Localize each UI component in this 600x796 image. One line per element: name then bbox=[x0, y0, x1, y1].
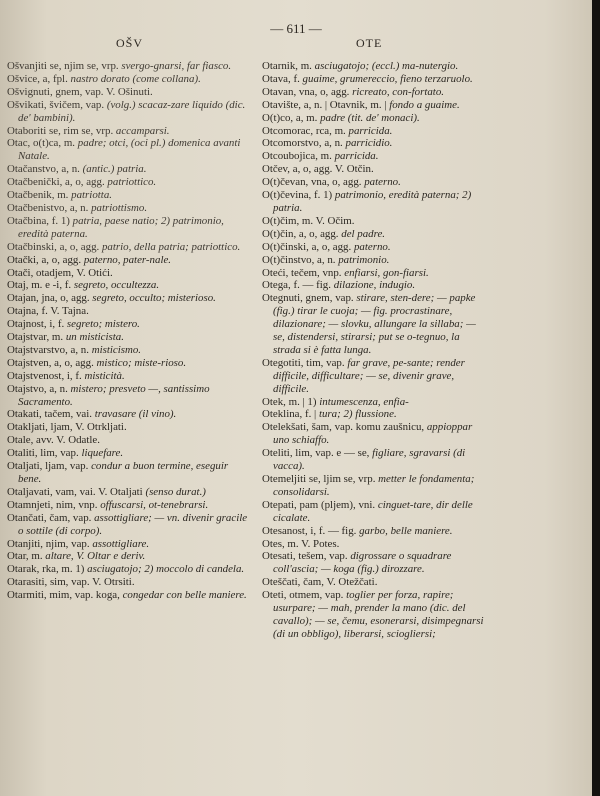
entry-translation: segreto, occulto; misterioso. bbox=[92, 292, 216, 305]
dictionary-entry bbox=[7, 550, 253, 563]
entry-translation: patria, paese natio; 2) patrimonio, eredità paterna. bbox=[18, 214, 224, 240]
entry-headword: Otajnost, i, f. bbox=[7, 318, 65, 331]
entry-translation: congedar con belle maniere. bbox=[122, 589, 247, 602]
entry-translation: paterno. bbox=[353, 240, 391, 253]
entry-headword: O(t)čevan, vna, o, agg. bbox=[262, 176, 362, 189]
entry-translation: metter le fondamenta; consolidarsi. bbox=[273, 473, 475, 498]
entry-headword: Oteti, otmem, vap. bbox=[262, 589, 344, 602]
left-column bbox=[7, 60, 253, 602]
entry-headword: Otačbina, f. 1) bbox=[7, 214, 70, 227]
entry-translation: condur a buon termine, eseguir bene. bbox=[18, 460, 229, 485]
entry-translation: altare, bbox=[45, 550, 74, 563]
entry-translation: enfiarsi, gon-fiarsi. bbox=[344, 266, 429, 279]
entry-translation: cinguet-tare, dir delle cicalate. bbox=[273, 498, 473, 524]
dictionary-entry bbox=[262, 538, 486, 551]
dictionary-entry bbox=[262, 589, 486, 641]
entry-translation: parricida. bbox=[348, 124, 393, 137]
dictionary-entry bbox=[7, 241, 253, 254]
entry-translation: appioppar uno schiaffo. bbox=[273, 421, 473, 447]
dictionary-entry bbox=[7, 447, 253, 460]
entry-headword: Otajstvo, a, n. bbox=[7, 382, 68, 395]
dictionary-entry bbox=[7, 254, 253, 267]
dictionary-entry bbox=[7, 460, 253, 486]
dictionary-entry bbox=[262, 525, 486, 538]
entry-headword: Otarmiti, mim, vap. koga, bbox=[7, 589, 120, 602]
entry-translation: dilazione, indugio. bbox=[333, 279, 416, 292]
entry-headword: Otavište, a, n. | Otavnik, m. | bbox=[262, 98, 387, 111]
entry-headword: Otakati, tačem, vai. bbox=[7, 408, 92, 421]
dictionary-entry bbox=[262, 576, 486, 589]
entry-headword: O(t)co, a, m. bbox=[262, 111, 318, 124]
dictionary-entry bbox=[262, 163, 486, 176]
entry-translation: paterno. bbox=[364, 176, 401, 189]
entry-headword: O(t)činski, a, o, agg. bbox=[262, 240, 352, 253]
entry-headword: Otarasiti, sim, vap. V. Otrsiti. bbox=[7, 576, 135, 589]
entry-translation: misticismo. bbox=[91, 343, 142, 356]
entry-translation: del padre. bbox=[341, 227, 386, 240]
entry-headword: Oteći, tečem, vnp. bbox=[262, 266, 342, 279]
dictionary-entry bbox=[7, 318, 253, 331]
entry-headword: Otavan, vna, o, agg. bbox=[262, 85, 350, 98]
dictionary-entry bbox=[262, 279, 486, 292]
entry-headword: Otarak, rka, m. 1) bbox=[7, 563, 85, 576]
entry-headword: Otac, o(t)ca, m. bbox=[7, 137, 76, 150]
entry-translation: patrio, della patria; patriottico. bbox=[101, 240, 241, 253]
dictionary-entry bbox=[7, 73, 253, 86]
entry-headword: Otcomorstvo, a, n. bbox=[262, 137, 343, 150]
entry-translation: nastro dorato (come collana). bbox=[70, 72, 201, 85]
entry-headword: Otcoubojica, m. bbox=[262, 150, 332, 163]
dictionary-entry bbox=[7, 137, 253, 163]
entry-headword: Otaljavati, vam, vai. V. Otaljati bbox=[7, 485, 143, 498]
entry-headword: Otega, f. — fig. bbox=[262, 279, 331, 292]
entry-translation: patriottismo. bbox=[91, 201, 148, 214]
dictionary-entry bbox=[7, 267, 253, 280]
entry-headword: Otale, avv. V. Odatle. bbox=[7, 434, 100, 447]
entry-headword: Otajstvarstvo, a, n. bbox=[7, 343, 89, 356]
dictionary-entry bbox=[7, 538, 253, 551]
dictionary-entry bbox=[262, 112, 486, 125]
entry-headword: Otačbenik, m. bbox=[7, 189, 69, 202]
dictionary-entry bbox=[7, 202, 253, 215]
entry-headword: Ošvice, a, fpl. bbox=[7, 72, 68, 85]
dictionary-entry bbox=[7, 563, 253, 576]
dictionary-entry bbox=[262, 215, 486, 228]
entry-translation: segreto, occultezza. bbox=[73, 279, 160, 292]
entry-headword: Otelekšati, šam, vap. komu zaušnicu, bbox=[262, 421, 425, 434]
entry-headword: Otači, otadjem, V. Otići. bbox=[7, 266, 113, 279]
dictionary-entry bbox=[262, 125, 486, 138]
dictionary-entry bbox=[262, 421, 486, 447]
entry-translation: guaime, grumereccio, fieno terzaruolo. bbox=[302, 72, 473, 85]
entry-translation: fondo a guaime. bbox=[389, 98, 460, 111]
dictionary-entry bbox=[262, 99, 486, 112]
entry-headword: Otava, f. bbox=[262, 72, 300, 85]
entry-headword: Otek, m. | 1) bbox=[262, 395, 317, 408]
entry-headword: Otcomorac, rca, m. bbox=[262, 124, 346, 137]
dictionary-entry bbox=[7, 486, 253, 499]
entry-translation: asciugatojo; 2) moccolo di candela. bbox=[87, 563, 245, 576]
entry-headword: Otačbenistvo, a, n. bbox=[7, 201, 89, 214]
entry-headword: Otar, m. bbox=[7, 550, 43, 563]
entry-continuation: presveto —, santissimo Sacramento. bbox=[18, 382, 210, 408]
entry-headword: Otaljati, ljam, vap. bbox=[7, 460, 89, 473]
entry-translation: padre; bbox=[77, 137, 107, 150]
dictionary-entry bbox=[262, 292, 486, 357]
entry-headword: Ošvanjiti se, njim se, vrp. bbox=[7, 60, 119, 72]
entry-continuation: V. Oltar e deriv. bbox=[76, 550, 146, 563]
dictionary-entry bbox=[262, 550, 486, 576]
entry-headword: Otakljati, ljam, V. Otrkljati. bbox=[7, 421, 127, 434]
entry-headword: Otegotiti, tim, vap. bbox=[262, 356, 345, 369]
entry-translation: liquefare. bbox=[81, 447, 124, 460]
dictionary-entry bbox=[7, 408, 253, 421]
entry-headword: Otarnik, m. bbox=[262, 60, 312, 72]
entry-translation: tura; 2) flussione. bbox=[318, 408, 397, 421]
entry-headword: Otemeljiti se, ljim se, vrp. bbox=[262, 473, 376, 485]
dictionary-entry bbox=[7, 344, 253, 357]
page-number: — 611 — bbox=[270, 21, 322, 36]
entry-translation: ricreato, con-fortato. bbox=[352, 85, 444, 98]
dictionary-entry bbox=[7, 163, 253, 176]
dictionary-entry bbox=[262, 241, 486, 254]
entry-continuation: otci, (oci pl.) domenica avanti Natale. bbox=[18, 137, 241, 163]
dictionary-entry bbox=[7, 589, 253, 602]
entry-headword: Otaj, m. e -i, f. bbox=[7, 279, 72, 292]
dictionary-entry bbox=[7, 357, 253, 370]
dictionary-entry bbox=[262, 86, 486, 99]
entry-translation: digrossare o squadrare coll'ascia; bbox=[273, 550, 452, 576]
dictionary-entry bbox=[7, 292, 253, 305]
entry-translation: toglier per forza, rapire; usurpare; bbox=[273, 589, 454, 615]
entry-translation: assottigliare; bbox=[94, 511, 152, 524]
dictionary-entry bbox=[262, 176, 486, 189]
entry-headword: Otamnjeti, nim, vnp. bbox=[7, 498, 98, 511]
entry-headword: Otes, m. V. Potes. bbox=[262, 537, 340, 550]
dictionary-entry bbox=[262, 189, 486, 215]
entry-headword: Otajstvar, m. bbox=[7, 331, 64, 344]
dictionary-entry bbox=[7, 421, 253, 434]
entry-headword: Otesanost, i, f. — fig. bbox=[262, 524, 357, 537]
entry-translation: patrimonio. bbox=[338, 253, 390, 266]
entry-headword: Oteščati, čam, V. Otežčati. bbox=[262, 576, 378, 589]
entry-headword: Oteklina, f. | bbox=[262, 408, 317, 421]
entry-translation: misticità. bbox=[84, 369, 125, 382]
page-header bbox=[0, 12, 592, 50]
entry-headword: Otaliti, lim, vap. bbox=[7, 447, 79, 460]
entry-headword: Otačbenički, a, o, agg. bbox=[7, 176, 105, 189]
dictionary-entry bbox=[7, 383, 253, 409]
entry-translation: figliare, sgravarsi (di vacca). bbox=[273, 447, 466, 473]
entry-continuation: — mah, prender la mano (dic. del cavallo); — se, čemu, esonerarsi, disimpegnarsi (di un obbligo), liberarsi, sciogliersi; bbox=[273, 602, 484, 640]
entry-headword: O(t)činstvo, a, n. bbox=[262, 253, 336, 266]
entry-headword: Otačanstvo, a, n. bbox=[7, 163, 80, 176]
entry-headword: O(t)čim, m. V. Očim. bbox=[262, 214, 355, 227]
dictionary-entry bbox=[7, 215, 253, 241]
entry-headword: Otanjiti, njim, vap. bbox=[7, 537, 90, 550]
dictionary-entry bbox=[262, 357, 486, 396]
entry-headword: Otački, a, o, agg. bbox=[7, 253, 82, 266]
entry-translation: mistico; miste-rioso. bbox=[96, 356, 187, 369]
dictionary-entry bbox=[7, 434, 253, 447]
entry-translation: patriottico. bbox=[107, 176, 157, 189]
entry-translation: accamparsi. bbox=[115, 124, 170, 137]
dictionary-entry bbox=[7, 176, 253, 189]
entry-headword: Ošvignuti, gnem, vap. V. Ošinuti. bbox=[7, 85, 153, 98]
guide-word-right: OTE bbox=[356, 36, 383, 50]
entry-translation: mistero; bbox=[70, 382, 107, 395]
entry-continuation: — vn. divenir gracile o sottile (di corpo). bbox=[18, 511, 248, 537]
entry-translation: (antic.) patria. bbox=[82, 163, 147, 176]
entry-translation: parricidio. bbox=[345, 137, 393, 150]
dictionary-entry bbox=[7, 370, 253, 383]
dictionary-entry bbox=[262, 447, 486, 473]
dictionary-entry bbox=[262, 473, 486, 499]
entry-translation: stirare, sten-dere; bbox=[356, 292, 435, 305]
entry-translation: (senso durat.) bbox=[145, 485, 206, 498]
dictionary-entry bbox=[7, 60, 253, 73]
entry-headword: Otčev, a, o, agg. V. Otčin. bbox=[262, 163, 374, 176]
entry-headword: Oteliti, lim, vap. e — se, bbox=[262, 447, 370, 460]
entry-translation: offuscarsi, ot-tenebrarsi. bbox=[100, 498, 209, 511]
dictionary-entry bbox=[7, 279, 253, 292]
entry-translation: segreto; mistero. bbox=[66, 318, 140, 331]
dictionary-entry bbox=[262, 150, 486, 163]
entry-translation: assottigliare. bbox=[92, 537, 150, 550]
dictionary-entry bbox=[262, 267, 486, 280]
dictionary-entry bbox=[262, 408, 486, 421]
entry-headword: Otegnuti, gnem, vap. bbox=[262, 292, 354, 305]
entry-continuation: — papke (fig.) tirar le cuoja; — fig. procrastinare, dilazionare; — slovku, allungare la sillaba; — se, distendersi, stirarsi; put se o-tegnuo, la strada si è fatta lunga. bbox=[273, 292, 476, 356]
dictionary-entry bbox=[262, 254, 486, 267]
dictionary-entry bbox=[7, 512, 253, 538]
dictionary-entry bbox=[7, 576, 253, 589]
entry-translation: intumescenza, enfia- bbox=[319, 395, 409, 408]
right-column bbox=[262, 60, 486, 641]
entry-headword: Otesati, tešem, vap. bbox=[262, 550, 348, 563]
entry-translation: asciugatojo; (eccl.) ma-nutergio. bbox=[314, 60, 459, 72]
dictionary-entry bbox=[7, 305, 253, 318]
dictionary-entry bbox=[7, 125, 253, 138]
dictionary-entry bbox=[7, 99, 253, 125]
dictionary-entry bbox=[7, 331, 253, 344]
entry-translation: padre (tit. de' monaci). bbox=[320, 111, 420, 124]
entry-translation: far grave, pe-sante; render difficile, difficultare; bbox=[273, 356, 465, 382]
dictionary-entry bbox=[262, 499, 486, 525]
entry-headword: O(t)čin, a, o, agg. bbox=[262, 227, 339, 240]
entry-translation: travasare (il vino). bbox=[94, 408, 177, 421]
dictionary-entry bbox=[262, 396, 486, 409]
entry-translation: svergo-gnarsi, far fiasco. bbox=[121, 60, 232, 72]
dictionary-entry bbox=[7, 189, 253, 202]
dictionary-entry bbox=[7, 499, 253, 512]
dictionary-entry bbox=[262, 60, 486, 73]
dictionary-entry bbox=[262, 228, 486, 241]
entry-headword: Otajna, f. V. Tajna. bbox=[7, 305, 89, 318]
entry-headword: Otaboriti se, rim se, vrp. bbox=[7, 124, 114, 137]
entry-headword: Otajan, jna, o, agg. bbox=[7, 292, 90, 305]
guide-word-left: OŠV bbox=[116, 36, 144, 50]
entry-translation: parricida. bbox=[334, 150, 379, 163]
entry-translation: un misticista. bbox=[65, 331, 124, 344]
entry-headword: Otajstvenost, i, f. bbox=[7, 369, 82, 382]
entry-translation: patriotta. bbox=[71, 189, 112, 202]
dictionary-entry bbox=[7, 86, 253, 99]
dictionary-entry bbox=[262, 73, 486, 86]
entry-translation: garbo, belle maniere. bbox=[359, 524, 453, 537]
entry-translation: paterno, pater-nale. bbox=[83, 253, 172, 266]
entry-translation: (volg.) scacaz-zare liquido (dic. de' bambini). bbox=[18, 98, 246, 124]
entry-headword: Otačbinski, a, o, agg. bbox=[7, 240, 100, 253]
entry-headword: Ošvikati, švičem, vap. bbox=[7, 98, 105, 111]
entry-translation: patrimonio, eredità paterna; 2) patria. bbox=[273, 189, 472, 214]
entry-headword: O(t)čevina, f. 1) bbox=[262, 189, 333, 202]
entry-headword: Otančati, čam, vap. bbox=[7, 511, 92, 524]
entry-continuation: — se, divenir grave, difficile. bbox=[273, 369, 455, 395]
entry-headword: Otajstven, a, o, agg. bbox=[7, 356, 94, 369]
entry-headword: Otepati, pam (pljem), vni. bbox=[262, 498, 376, 511]
entry-continuation: — koga (fig.) dirozzare. bbox=[321, 563, 425, 576]
dictionary-entry bbox=[262, 137, 486, 150]
page-edge-shadow bbox=[592, 0, 600, 796]
